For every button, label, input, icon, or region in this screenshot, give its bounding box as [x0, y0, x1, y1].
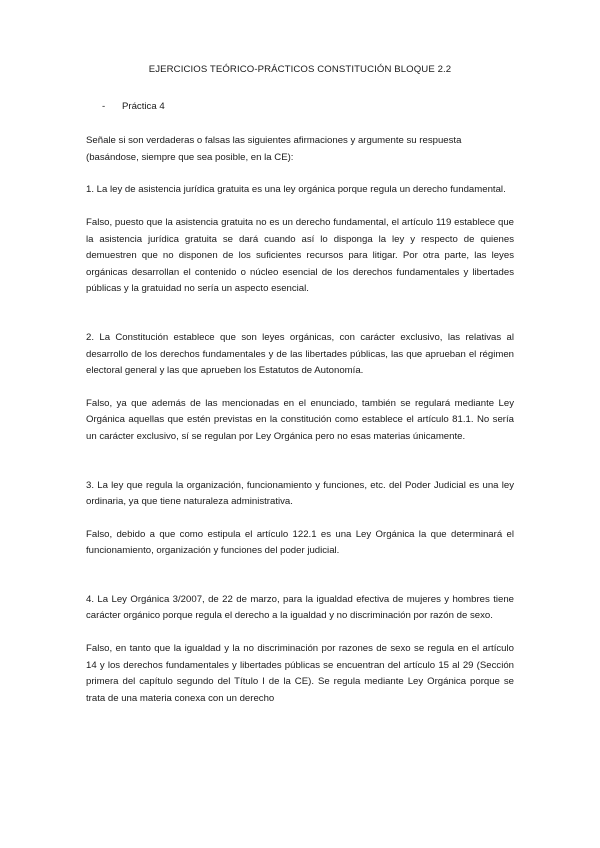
question-2: 2. La Constitución establece que son leyes orgánicas, con carácter exclusivo, las relativas al desarrollo de los derechos fundamentales y de las libertades públicas, las que aprueban el régimen electoral general y las que aprueben los Estatutos de Autonomía.	[86, 331, 514, 377]
exercise-1	[86, 182, 514, 298]
answer-2: Falso, ya que además de las mencionadas en el enunciado, también se regulará mediante Ley Orgánica aquellas que estén previstas en la constitución como establece el artículo 81.1. No sería un carácter exclusivo, sí se regulan por Ley Orgánica pero no esas materias únicamente.	[86, 397, 514, 442]
instructions-paragraph: Señale si son verdaderas o falsas las siguientes afirmaciones y argumente su respuesta (basándose, siempre que sea posible, en la CE):	[86, 135, 462, 163]
question-1: 1. La ley de asistencia jurídica gratuita es una ley orgánica porque regula un derecho fundamental.	[86, 184, 506, 196]
practice-label: Práctica 4	[122, 100, 165, 112]
practice-heading	[102, 99, 514, 116]
answer-3: Falso, debido a que como estipula el artículo 122.1 es una Ley Orgánica la que determinará el funcionamiento, organización y funciones del poder judicial.	[86, 528, 514, 557]
answer-1: Falso, puesto que la asistencia gratuita no es un derecho fundamental, el artículo 119 establece que la asistencia jurídica gratuita se dará cuando así lo disponga la ley y respecto de quienes demuestren que no disponen de los suficientes recursos para litigar. Por otra parte, las leyes orgánicas desarrollan el contenido o núcleo esencial de los derechos fundamentales y libertades públicas y la gratuidad no sería un aspecto esencial.	[86, 216, 514, 295]
answer-4: Falso, en tanto que la igualdad y la no discriminación por razones de sexo se regula en el artículo 14 y los derechos fundamentales y libertades públicas se encuentran del artículo 15 al 29 (Sección primera del capítulo segundo del Título I de la CE). Se regula mediante Ley Orgánica porque se trata de una materia conexa con un derecho	[86, 643, 514, 704]
spacer	[86, 314, 514, 330]
bullet-dash: -	[102, 100, 106, 112]
spacer	[86, 576, 514, 592]
spacer	[86, 462, 514, 478]
question-4: 4. La Ley Orgánica 3/2007, de 22 de marzo, para la igualdad efectiva de mujeres y hombres tiene carácter orgánico porque regula el derecho a la igualdad y no discriminación por razón de sexo.	[86, 593, 514, 622]
exercise-3	[86, 478, 514, 560]
question-3: 3. La ley que regula la organización, funcionamiento y funciones, etc. del Poder Judicial es una ley ordinaria, ya que tiene naturaleza administrativa.	[86, 479, 514, 508]
document-body	[86, 62, 514, 723]
document-title: EJERCICIOS TEÓRICO-PRÁCTICOS CONSTITUCIÓN BLOQUE 2.2	[148, 64, 452, 75]
exercise-4	[86, 592, 514, 708]
exercise-2	[86, 330, 514, 446]
